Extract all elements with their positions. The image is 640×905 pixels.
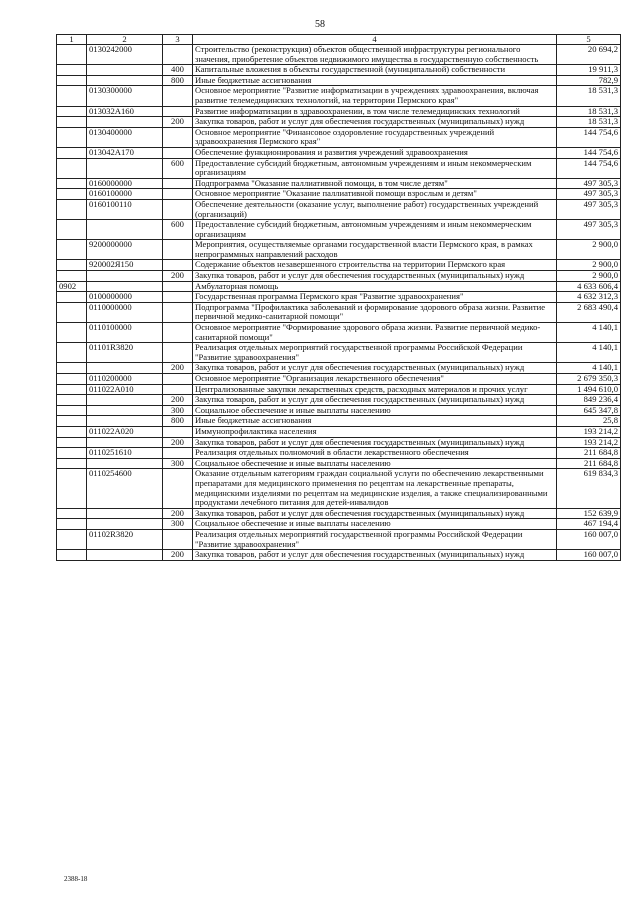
expense-type-cell: 600 — [163, 158, 193, 178]
expense-type-cell — [163, 240, 193, 260]
page-number: 58 — [315, 19, 325, 30]
target-article-cell: 0160100000 — [87, 189, 163, 200]
column-header-5: 5 — [557, 35, 621, 45]
table-row — [57, 426, 621, 437]
expense-type-cell: 200 — [163, 437, 193, 448]
amount-cell: 193 214,2 — [557, 426, 621, 437]
target-article-cell — [87, 65, 163, 76]
section-code-cell — [57, 405, 87, 416]
target-article-cell: 0110200000 — [87, 374, 163, 385]
amount-cell: 19 911,3 — [557, 65, 621, 76]
expense-type-cell — [163, 281, 193, 292]
target-article-cell: 0130400000 — [87, 127, 163, 147]
column-header-1: 1 — [57, 35, 87, 45]
expense-type-cell — [163, 302, 193, 322]
item-name-cell: Централизованные закупки лекарственных средств, расходных материалов и прочих услуг — [193, 384, 557, 395]
expense-type-cell — [163, 448, 193, 459]
table-row — [57, 384, 621, 395]
section-code-cell — [57, 117, 87, 128]
target-article-cell: 920002Я150 — [87, 260, 163, 271]
target-article-cell — [87, 405, 163, 416]
target-article-cell — [87, 416, 163, 427]
expense-type-cell — [163, 127, 193, 147]
table-row — [57, 199, 621, 219]
expense-type-cell — [163, 106, 193, 117]
expense-type-cell — [163, 343, 193, 363]
item-name-cell: Капитальные вложения в объекты государственной (муниципальной) собственности — [193, 65, 557, 76]
section-code-cell — [57, 363, 87, 374]
section-code-cell — [57, 178, 87, 189]
section-code-cell — [57, 519, 87, 530]
section-code-cell — [57, 426, 87, 437]
table-row — [57, 106, 621, 117]
column-header-4: 4 — [193, 35, 557, 45]
section-code-cell — [57, 384, 87, 395]
section-code-cell — [57, 260, 87, 271]
expense-type-cell — [163, 384, 193, 395]
expense-type-cell — [163, 178, 193, 189]
document-code: 2388-18 — [64, 875, 88, 883]
amount-cell: 144 754,6 — [557, 147, 621, 158]
table-body — [57, 45, 621, 561]
item-name-cell: Оказание отдельным категориям граждан социальной услуги по обеспечению лекарственными препаратами для медицинского применения по рецептам на лекарственные препараты, медицинскими изделиями по рецептам на медицинские изделия, а также специализированными продуктами лечебного питания для детей-инвалидов — [193, 469, 557, 508]
expense-type-cell — [163, 323, 193, 343]
target-article-cell: 011022А010 — [87, 384, 163, 395]
expense-type-cell — [163, 260, 193, 271]
item-name-cell: Социальное обеспечение и иные выплаты населению — [193, 405, 557, 416]
item-name-cell: Реализация отдельных мероприятий государственной программы Российской Федерации "Развитие здравоохранения" — [193, 529, 557, 549]
target-article-cell: 9200000000 — [87, 240, 163, 260]
table-row — [57, 448, 621, 459]
item-name-cell: Обеспечение функционирования и развития учреждений здравоохранения — [193, 147, 557, 158]
item-name-cell: Основное мероприятие "Оказание паллиативной помощи взрослым и детям" — [193, 189, 557, 200]
item-name-cell: Иные бюджетные ассигнования — [193, 75, 557, 86]
table-row — [57, 529, 621, 549]
target-article-cell: 0110100000 — [87, 323, 163, 343]
item-name-cell: Подпрограмма "Оказание паллиативной помощи, в том числе детям" — [193, 178, 557, 189]
table-row — [57, 86, 621, 106]
expense-type-cell: 300 — [163, 458, 193, 469]
target-article-cell: 01101R3820 — [87, 343, 163, 363]
section-code-cell — [57, 127, 87, 147]
expense-type-cell — [163, 426, 193, 437]
amount-cell: 18 531,3 — [557, 106, 621, 117]
expense-type-cell: 200 — [163, 395, 193, 406]
amount-cell: 497 305,3 — [557, 178, 621, 189]
amount-cell: 160 007,0 — [557, 550, 621, 561]
expense-type-cell: 200 — [163, 363, 193, 374]
table-row — [57, 395, 621, 406]
item-name-cell: Реализация отдельных полномочий в области лекарственного обеспечения — [193, 448, 557, 459]
amount-cell: 497 305,3 — [557, 199, 621, 219]
target-article-cell — [87, 508, 163, 519]
item-name-cell: Закупка товаров, работ и услуг для обеспечения государственных (муниципальных) нужд — [193, 271, 557, 282]
table-row — [57, 416, 621, 427]
item-name-cell: Закупка товаров, работ и услуг для обеспечения государственных (муниципальных) нужд — [193, 437, 557, 448]
table-row — [57, 374, 621, 385]
section-code-cell — [57, 240, 87, 260]
item-name-cell: Социальное обеспечение и иные выплаты населению — [193, 458, 557, 469]
section-code-cell — [57, 469, 87, 508]
target-article-cell: 0160000000 — [87, 178, 163, 189]
table-row — [57, 469, 621, 508]
item-name-cell: Обеспечение деятельности (оказание услуг, выполнение работ) государственных учреждений (организаций) — [193, 199, 557, 219]
item-name-cell: Содержание объектов незавершенного строительства на территории Пермского края — [193, 260, 557, 271]
table-row — [57, 458, 621, 469]
amount-cell: 4 140,1 — [557, 343, 621, 363]
item-name-cell: Закупка товаров, работ и услуг для обеспечения государственных (муниципальных) нужд — [193, 395, 557, 406]
expense-type-cell: 300 — [163, 405, 193, 416]
item-name-cell: Государственная программа Пермского края "Развитие здравоохранения" — [193, 292, 557, 303]
amount-cell: 4 140,1 — [557, 323, 621, 343]
expense-type-cell: 800 — [163, 75, 193, 86]
item-name-cell: Основное мероприятие "Формирование здорового образа жизни. Развитие первичной медико-санитарной помощи" — [193, 323, 557, 343]
item-name-cell: Развитие информатизации в здравоохранении, в том числе телемедицинских технологий — [193, 106, 557, 117]
table-row — [57, 323, 621, 343]
target-article-cell: 01102R3820 — [87, 529, 163, 549]
section-code-cell — [57, 323, 87, 343]
table-row — [57, 240, 621, 260]
table-row — [57, 271, 621, 282]
amount-cell: 2 900,0 — [557, 260, 621, 271]
section-code-cell — [57, 292, 87, 303]
table-row — [57, 45, 621, 65]
item-name-cell: Строительство (реконструкция) объектов общественной инфраструктуры регионального значения, приобретение объектов недвижимого имущества в государственную собственность — [193, 45, 557, 65]
table-row — [57, 281, 621, 292]
table-row — [57, 437, 621, 448]
table-header-row — [57, 35, 621, 45]
item-name-cell: Иммунопрофилактика населения — [193, 426, 557, 437]
expense-type-cell: 800 — [163, 416, 193, 427]
expense-type-cell — [163, 199, 193, 219]
amount-cell: 4 632 312,3 — [557, 292, 621, 303]
item-name-cell: Подпрограмма "Профилактика заболеваний и формирование здорового образа жизни. Развитие первичной медико-санитарной помощи" — [193, 302, 557, 322]
expense-type-cell — [163, 45, 193, 65]
table-row — [57, 292, 621, 303]
section-code-cell — [57, 448, 87, 459]
amount-cell: 18 531,3 — [557, 86, 621, 106]
expense-type-cell: 200 — [163, 508, 193, 519]
section-code-cell — [57, 395, 87, 406]
section-code-cell — [57, 220, 87, 240]
amount-cell: 20 694,2 — [557, 45, 621, 65]
target-article-cell — [87, 395, 163, 406]
section-code-cell — [57, 45, 87, 65]
amount-cell: 467 194,4 — [557, 519, 621, 530]
amount-cell: 25,8 — [557, 416, 621, 427]
table-row — [57, 65, 621, 76]
target-article-cell: 0160100110 — [87, 199, 163, 219]
target-article-cell: 013042А170 — [87, 147, 163, 158]
target-article-cell: 011022А020 — [87, 426, 163, 437]
expense-type-cell: 200 — [163, 550, 193, 561]
amount-cell: 645 347,8 — [557, 405, 621, 416]
item-name-cell: Предоставление субсидий бюджетным, автономным учреждениям и иным некоммерческим организациям — [193, 158, 557, 178]
section-code-cell — [57, 75, 87, 86]
table-row — [57, 158, 621, 178]
amount-cell: 782,9 — [557, 75, 621, 86]
amount-cell: 497 305,3 — [557, 220, 621, 240]
item-name-cell: Предоставление субсидий бюджетным, автономным учреждениям и иным некоммерческим организациям — [193, 220, 557, 240]
target-article-cell: 0100000000 — [87, 292, 163, 303]
section-code-cell — [57, 416, 87, 427]
amount-cell: 2 679 350,3 — [557, 374, 621, 385]
item-name-cell: Мероприятия, осуществляемые органами государственной власти Пермского края, в рамках непрограммных направлений расходов — [193, 240, 557, 260]
amount-cell: 144 754,6 — [557, 127, 621, 147]
amount-cell: 18 531,3 — [557, 117, 621, 128]
amount-cell: 211 684,8 — [557, 458, 621, 469]
budget-table — [56, 34, 621, 561]
section-code-cell — [57, 529, 87, 549]
amount-cell: 849 236,4 — [557, 395, 621, 406]
expense-type-cell — [163, 147, 193, 158]
table-row — [57, 147, 621, 158]
item-name-cell: Социальное обеспечение и иные выплаты населению — [193, 519, 557, 530]
item-name-cell: Основное мероприятие "Финансовое оздоровление государственных учреждений здравоохранения Пермского края" — [193, 127, 557, 147]
amount-cell: 2 900,0 — [557, 271, 621, 282]
target-article-cell — [87, 75, 163, 86]
item-name-cell: Основное мероприятие "Развитие информатизации в учреждениях здравоохранения, включая развитие телемедицинских технологий, на территории Пермского края" — [193, 86, 557, 106]
section-code-cell — [57, 550, 87, 561]
table-row — [57, 405, 621, 416]
item-name-cell: Закупка товаров, работ и услуг для обеспечения государственных (муниципальных) нужд — [193, 508, 557, 519]
expense-type-cell: 200 — [163, 271, 193, 282]
table-row — [57, 127, 621, 147]
item-name-cell: Закупка товаров, работ и услуг для обеспечения государственных (муниципальных) нужд — [193, 117, 557, 128]
section-code-cell — [57, 158, 87, 178]
section-code-cell — [57, 106, 87, 117]
target-article-cell — [87, 519, 163, 530]
table-row — [57, 302, 621, 322]
expense-type-cell — [163, 374, 193, 385]
column-header-3: 3 — [163, 35, 193, 45]
amount-cell: 152 639,9 — [557, 508, 621, 519]
section-code-cell — [57, 86, 87, 106]
expense-type-cell: 600 — [163, 220, 193, 240]
amount-cell: 4 633 606,4 — [557, 281, 621, 292]
item-name-cell: Реализация отдельных мероприятий государственной программы Российской Федерации "Развитие здравоохранения" — [193, 343, 557, 363]
amount-cell: 160 007,0 — [557, 529, 621, 549]
amount-cell: 193 214,2 — [557, 437, 621, 448]
expense-type-cell — [163, 189, 193, 200]
target-article-cell — [87, 281, 163, 292]
amount-cell: 2 900,0 — [557, 240, 621, 260]
target-article-cell: 0110000000 — [87, 302, 163, 322]
expense-type-cell — [163, 529, 193, 549]
target-article-cell: 0130300000 — [87, 86, 163, 106]
target-article-cell — [87, 458, 163, 469]
amount-cell: 2 683 490,4 — [557, 302, 621, 322]
amount-cell: 497 305,3 — [557, 189, 621, 200]
table-row — [57, 178, 621, 189]
amount-cell: 619 834,3 — [557, 469, 621, 508]
expense-type-cell: 300 — [163, 519, 193, 530]
item-name-cell: Иные бюджетные ассигнования — [193, 416, 557, 427]
section-code-cell — [57, 147, 87, 158]
section-code-cell — [57, 271, 87, 282]
expense-type-cell: 400 — [163, 65, 193, 76]
table-row — [57, 508, 621, 519]
section-code-cell — [57, 437, 87, 448]
column-header-2: 2 — [87, 35, 163, 45]
target-article-cell: 0110251610 — [87, 448, 163, 459]
item-name-cell: Основное мероприятие "Организация лекарственного обеспечения" — [193, 374, 557, 385]
amount-cell: 4 140,1 — [557, 363, 621, 374]
target-article-cell — [87, 158, 163, 178]
item-name-cell: Амбулаторная помощь — [193, 281, 557, 292]
table-row — [57, 519, 621, 530]
target-article-cell: 0130242000 — [87, 45, 163, 65]
section-code-cell — [57, 199, 87, 219]
target-article-cell — [87, 437, 163, 448]
target-article-cell — [87, 271, 163, 282]
item-name-cell: Закупка товаров, работ и услуг для обеспечения государственных (муниципальных) нужд — [193, 363, 557, 374]
item-name-cell: Закупка товаров, работ и услуг для обеспечения государственных (муниципальных) нужд — [193, 550, 557, 561]
target-article-cell: 0110254600 — [87, 469, 163, 508]
target-article-cell — [87, 550, 163, 561]
section-code-cell — [57, 189, 87, 200]
expense-type-cell — [163, 86, 193, 106]
table-row — [57, 75, 621, 86]
section-code-cell — [57, 302, 87, 322]
section-code-cell: 0902 — [57, 281, 87, 292]
section-code-cell — [57, 508, 87, 519]
target-article-cell: 013032А160 — [87, 106, 163, 117]
section-code-cell — [57, 458, 87, 469]
expense-type-cell — [163, 292, 193, 303]
table-row — [57, 260, 621, 271]
table-row — [57, 189, 621, 200]
table-row — [57, 550, 621, 561]
section-code-cell — [57, 374, 87, 385]
section-code-cell — [57, 65, 87, 76]
expense-type-cell: 200 — [163, 117, 193, 128]
amount-cell: 1 494 610,0 — [557, 384, 621, 395]
table-row — [57, 343, 621, 363]
target-article-cell — [87, 220, 163, 240]
amount-cell: 211 684,8 — [557, 448, 621, 459]
table-row — [57, 117, 621, 128]
target-article-cell — [87, 363, 163, 374]
table-row — [57, 220, 621, 240]
table-row — [57, 363, 621, 374]
target-article-cell — [87, 117, 163, 128]
amount-cell: 144 754,6 — [557, 158, 621, 178]
section-code-cell — [57, 343, 87, 363]
expense-type-cell — [163, 469, 193, 508]
